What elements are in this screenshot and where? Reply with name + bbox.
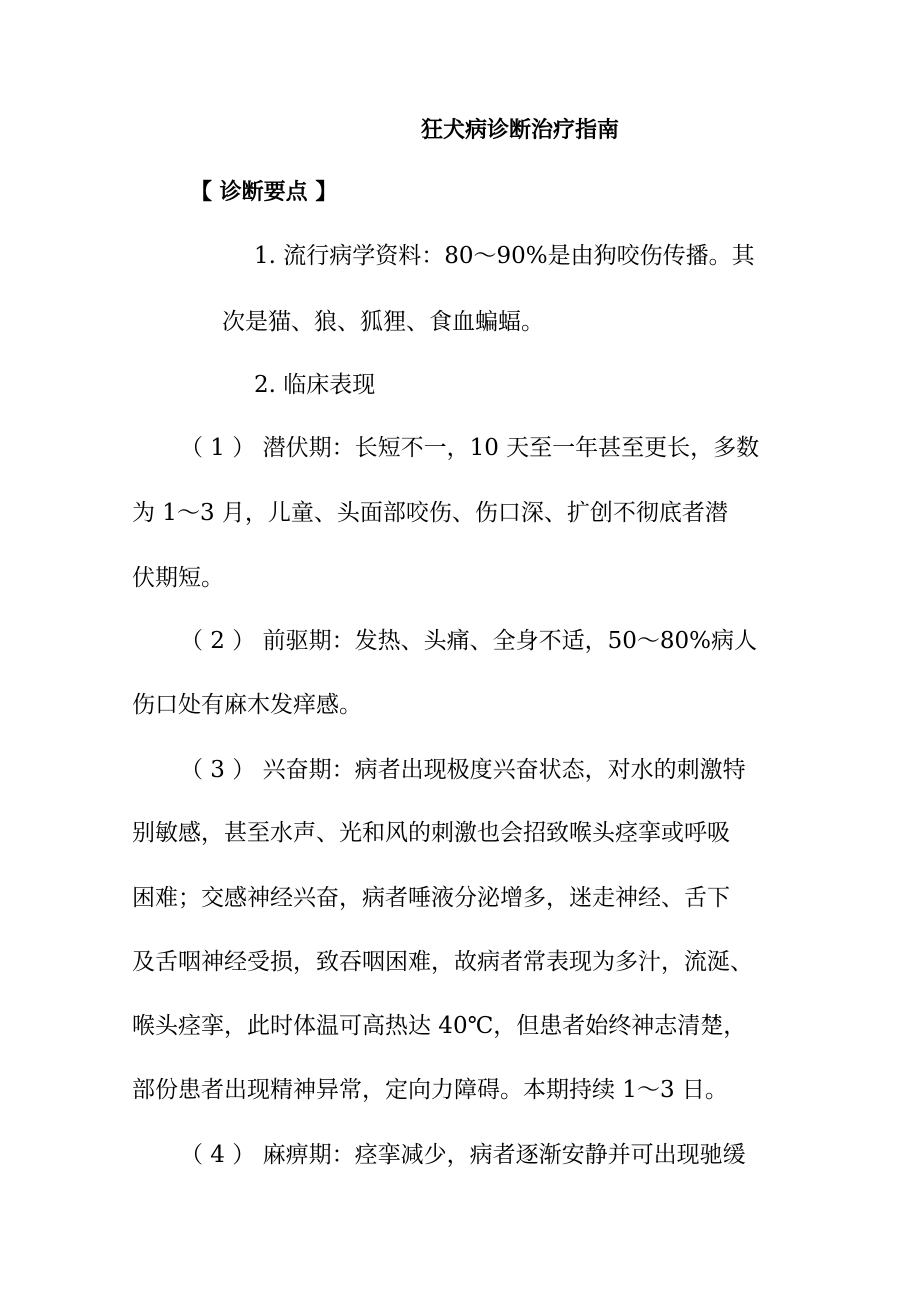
- paragraph-line: 及舌咽神经受损，致吞咽困难，故病者常表现为多汁，流涎、: [132, 949, 753, 975]
- paragraph-line: （ 2 ） 前驱期：发热、头痛、全身不适，50～80%病人: [180, 628, 757, 654]
- paragraph-line: （ 1 ） 潜伏期：长短不一，10 天至一年甚至更长，多数: [180, 435, 760, 461]
- paragraph-line: 伤口处有麻木发痒感。: [132, 692, 362, 718]
- document-title: 狂犬病诊断治疗指南: [420, 118, 619, 143]
- section-heading: 【 诊断要点 】: [190, 180, 338, 205]
- paragraph-line: 为 1～3 月，儿童、头面部咬伤、伤口深、扩创不彻底者潜: [132, 500, 728, 526]
- paragraph-line: 伏期短。: [132, 565, 224, 591]
- paragraph-line: （ 3 ） 兴奋期：病者出现极度兴奋状态，对水的刺激特: [180, 757, 746, 783]
- paragraph-line: （ 4 ） 麻痹期：痉挛减少，病者逐渐安静并可出现驰缓: [180, 1142, 746, 1168]
- paragraph-line: 喉头痉挛，此时体温可高热达 40℃，但患者始终神志清楚，: [132, 1013, 747, 1039]
- paragraph-line: 困难；交感神经兴奋，病者唾液分泌增多，迷走神经、舌下: [132, 885, 730, 911]
- paragraph-line: 别敏感，甚至水声、光和风的刺激也会招致喉头痉挛或呼吸: [132, 820, 730, 846]
- paragraph-line: 部份患者出现精神异常，定向力障碍。本期持续 1～3 日。: [132, 1077, 728, 1103]
- paragraph-line: 次是猫、狼、狐狸、食血蝙蝠。: [222, 309, 544, 335]
- paragraph-line: 2. 临床表现: [254, 372, 376, 398]
- paragraph-line: 1. 流行病学资料：80～90%是由狗咬伤传播。其: [254, 243, 755, 269]
